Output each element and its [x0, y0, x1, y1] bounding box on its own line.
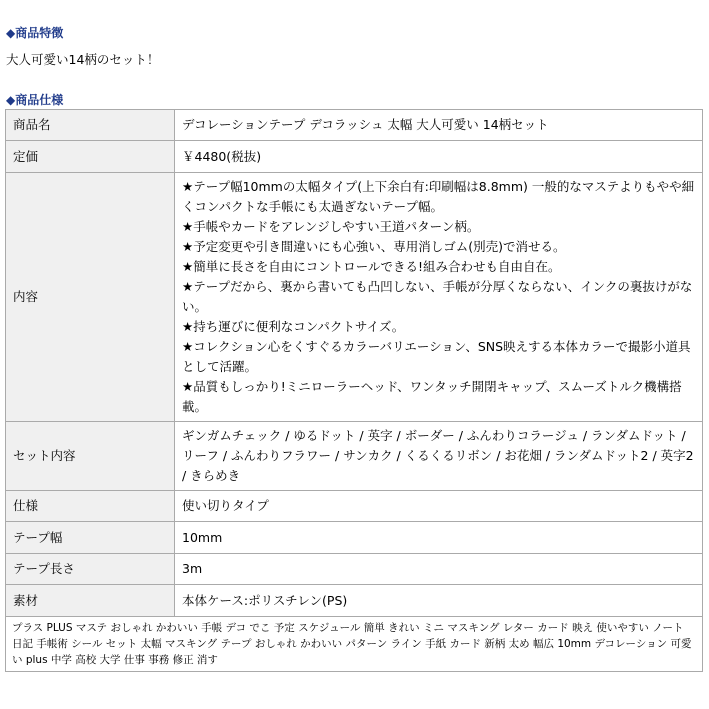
list-item: ★テープ幅10mmの太幅タイプ(上下余白有:印刷幅は8.8mm) 一般的なマステよりもやや細くコンパクトな手帳にも太過ぎないテープ幅。	[182, 179, 695, 214]
keywords-cell: プラス PLUS マステ おしゃれ かわいい 手帳 デコ でこ 予定 スケジュール 簡単 きれい ミニ マスキング レター カード 映え 使いやすい ノート 日記 手帳術 シール セット 太幅 マスキング テープ おしゃれ かわいい パターン ライン 手紙 カード 新柄 太め 幅広 10mm デコレーション 可愛い plus 中学 高校 大学 仕事 事務 修正 消す	[6, 617, 703, 672]
table-row	[6, 554, 703, 585]
list-item: ★持ち運びに便利なコンパクトサイズ。	[182, 319, 405, 334]
features-text: 大人可愛い14柄のセット！	[6, 52, 160, 67]
list-item: ★手帳やカードをアレンジしやすい王道パターン柄。	[182, 219, 480, 234]
row-value-set-contents: ギンガムチェック / ゆるドット / 英字 / ボーダー / ふんわりコラージュ / ランダムドット / リーフ / ふんわりフラワー / サンカク / くるくるリボン / お花畑 / ランダムドット2 / 英字2 / きらめき	[175, 422, 703, 491]
row-label-material: 素材	[6, 585, 175, 617]
row-label-spec: 仕様	[6, 491, 175, 522]
table-row	[6, 522, 703, 554]
list-item: ★コレクション心をくすぐるカラーバリエーション、SNS映えする本体カラーで撮影小道具として活躍。	[182, 339, 691, 374]
row-value-contents	[175, 173, 703, 422]
spec-table	[5, 109, 703, 672]
table-row	[6, 141, 703, 173]
row-label-name: 商品名	[6, 110, 175, 141]
table-row	[6, 422, 703, 491]
row-label-set-contents: セット内容	[6, 422, 175, 491]
list-item: ★テープだから、裏から書いても凸凹しない、手帳が分厚くならない、インクの裏抜けがない。	[182, 279, 693, 314]
row-value-name: デコレーションテープ デコラッシュ 太幅 大人可愛い 14柄セット	[175, 110, 703, 141]
row-label-width: テープ幅	[6, 522, 175, 554]
table-row	[6, 617, 703, 672]
row-value-price: ￥4480(税抜)	[175, 141, 703, 173]
features-heading: ◆商品特徴	[6, 26, 64, 40]
row-label-price: 定価	[6, 141, 175, 173]
row-value-spec: 使い切りタイプ	[175, 491, 703, 522]
row-label-length: テープ長さ	[6, 554, 175, 585]
list-item: ★簡単に長さを自由にコントロールできる!組み合わせも自由自在。	[182, 259, 561, 274]
row-label-contents: 内容	[6, 173, 175, 422]
specs-heading: ◆商品仕様	[6, 93, 64, 107]
row-value-length: 3m	[175, 554, 703, 585]
row-value-material: 本体ケース:ポリスチレン(PS)	[175, 585, 703, 617]
table-row	[6, 173, 703, 422]
list-item: ★品質もしっかり!ミニローラーヘッド、ワンタッチ開閉キャップ、スムーズトルク機構搭載。	[182, 379, 682, 414]
contents-list	[182, 177, 695, 417]
table-row	[6, 585, 703, 617]
table-row	[6, 110, 703, 141]
table-row	[6, 491, 703, 522]
list-item: ★予定変更や引き間違いにも心強い、専用消しゴム(別売)で消せる。	[182, 239, 566, 254]
row-value-width: 10mm	[175, 522, 703, 554]
